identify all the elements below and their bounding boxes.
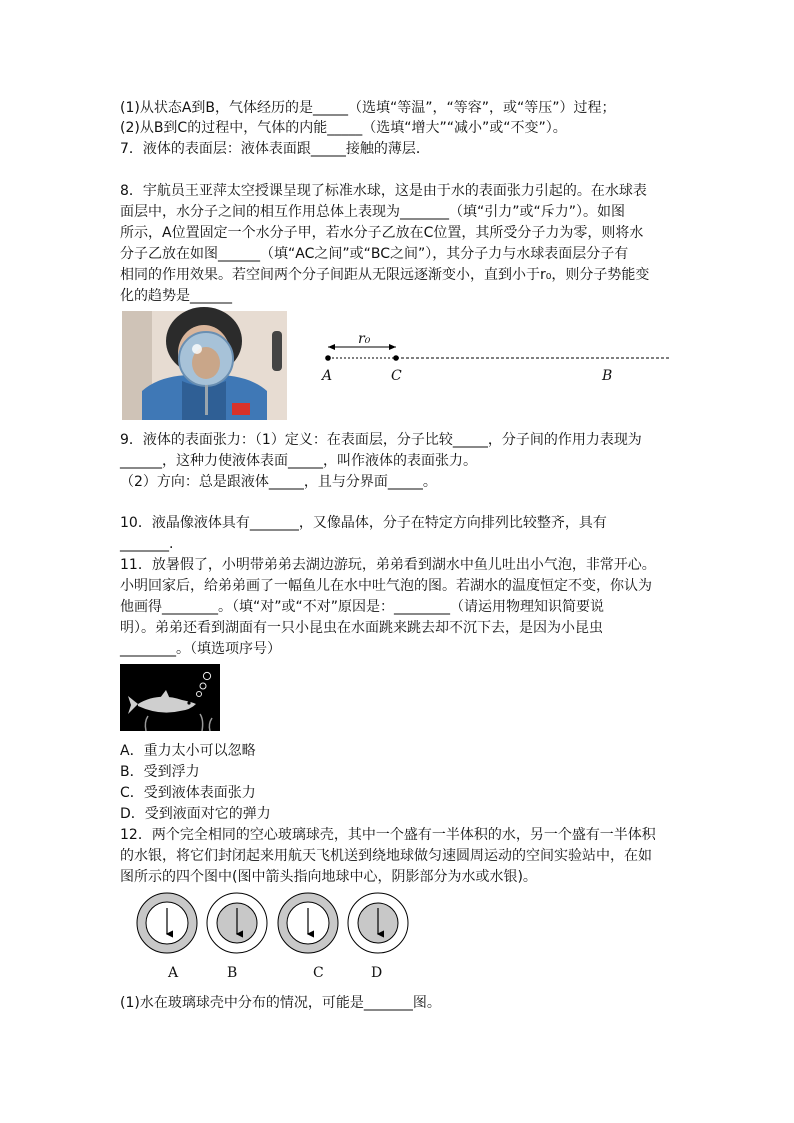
option-a: A．重力太小可以忽略: [120, 743, 256, 759]
glass-spheres-figure: [130, 890, 420, 960]
sphere-a: [137, 893, 197, 953]
option-b: B．受到浮力: [120, 764, 200, 780]
text-line: 明）。弟弟还看到湖面有一只小昆虫在水面跳来跳去却不沉下去，是因为小昆虫: [120, 620, 603, 636]
text-line: 图所示的四个图中(图中箭头指向地球中心，阴影部分为水或水银)。: [120, 869, 537, 885]
question-9: 9．液体的表面张力：（1）定义：在表面层，分子比较_____，分子间的作用力表现为: [120, 432, 642, 448]
r0-label: r₀: [358, 331, 371, 347]
question-11: 11．放暑假了，小明带弟弟去湖边游玩，弟弟看到湖水中鱼儿吐出小气泡，非常开心。: [120, 557, 656, 573]
point-c-label: C: [391, 368, 402, 384]
sphere-b: [207, 893, 267, 953]
text-line: 所示，A位置固定一个水分子甲，若水分子乙放在C位置，其所受分子力为零，则将水: [120, 225, 644, 241]
option-d: D．受到液面对它的弹力: [120, 806, 271, 822]
fish-bubbles-image: [120, 664, 220, 731]
sphere-label-d: D: [371, 965, 383, 981]
sphere-label-b: B: [227, 965, 238, 981]
text-line: (2)从B到C的过程中，气体的内能_____（选填“增大”“减小”或“不变”）。: [120, 120, 567, 136]
sphere-label-a: A: [168, 965, 179, 981]
astronaut-water-ball-photo: [122, 311, 287, 420]
text-line: 分子乙放在如图______（填“AC之间”或“BC之间”），其分子力与水球表面层分子有: [120, 246, 629, 262]
text-line: 面层中，水分子之间的相互作用总体上表现为_______（填“引力”或“斥力”）。如图: [120, 204, 626, 220]
text-line: 他画得________。（填“对”或“不对”原因是：________（请运用物理知识简要说: [120, 599, 605, 615]
question-8: 8．宇航员王亚萍太空授课呈现了标准水球，这是由于水的表面张力引起的。在水球表: [120, 183, 647, 199]
sphere-label-c: C: [313, 965, 324, 981]
sphere-d: [348, 893, 408, 953]
point-a-label: A: [322, 368, 333, 384]
text-line: ______，这种力使液体表面_____，叫作液体的表面张力。: [120, 453, 477, 469]
text-line: (1)水在玻璃球壳中分布的情况，可能是_______图。: [120, 995, 441, 1011]
molecule-distance-diagram: [318, 330, 678, 390]
option-c: C．受到液体表面张力: [120, 785, 256, 801]
question-7: 7．液体的表面层：液体表面跟_____接触的薄层．: [120, 141, 430, 157]
text-line: 小明回家后，给弟弟画了一幅鱼儿在水中吐气泡的图。若湖水的温度恒定不变，你认为: [120, 578, 652, 594]
text-line: 的水银，将它们封闭起来用航天飞机送到绕地球做匀速圆周运动的空间实验站中，在如: [120, 848, 652, 864]
question-10: 10．液晶像液体具有_______，又像晶体，分子在特定方向排列比较整齐，具有: [120, 515, 607, 531]
text-line: 化的趋势是______: [120, 288, 232, 304]
question-12: 12．两个完全相同的空心玻璃球壳，其中一个盛有一半体积的水，另一个盛有一半体积: [120, 827, 656, 843]
sphere-c: [278, 893, 338, 953]
text-line: （2）方向：总是跟液体_____，且与分界面_____。: [120, 474, 437, 490]
point-b-label: B: [602, 368, 613, 384]
text-line: ________。（填选项序号）: [120, 641, 281, 657]
text-line: (1)从状态A到B，气体经历的是_____（选填“等温”，“等容”，或“等压”）过程；: [120, 100, 616, 116]
text-line: _______.: [120, 536, 174, 552]
text-line: 相同的作用效果。若空间两个分子间距从无限远逐渐变小，直到小于r₀，则分子势能变: [120, 267, 650, 283]
